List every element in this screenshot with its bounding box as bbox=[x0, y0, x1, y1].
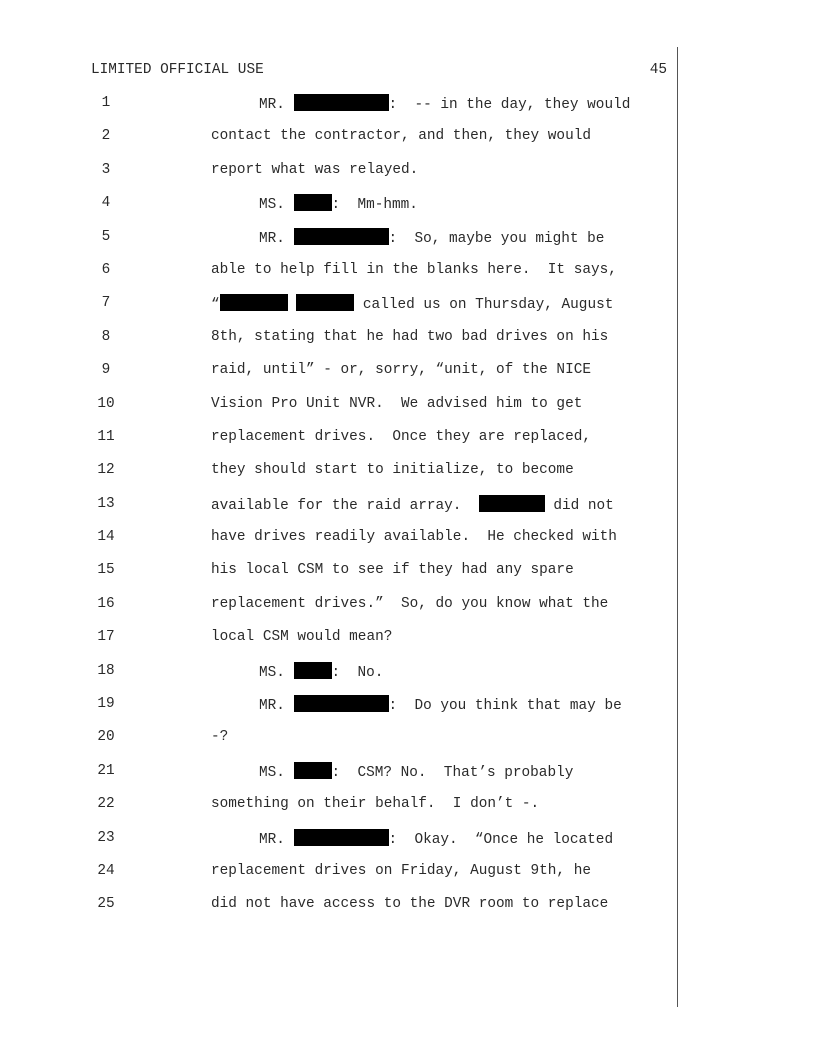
transcript-body bbox=[0, 94, 676, 929]
line-number: 25 bbox=[97, 896, 115, 913]
transcript-line bbox=[0, 428, 676, 461]
line-text-rest: called us on Thursday, August bbox=[354, 297, 614, 314]
line-text bbox=[259, 829, 613, 849]
redaction-box bbox=[479, 495, 545, 512]
line-text-rest: : Do you think that may be bbox=[388, 698, 622, 715]
line-text: 8th, stating that he had two bad drives on his bbox=[211, 328, 609, 345]
line-number: 7 bbox=[101, 295, 111, 312]
transcript-line bbox=[0, 829, 676, 862]
transcript-line bbox=[0, 862, 676, 895]
transcript-line bbox=[0, 795, 676, 828]
line-text: report what was relayed. bbox=[211, 161, 419, 178]
line-text-rest: : No. bbox=[331, 664, 384, 681]
transcript-line bbox=[0, 628, 676, 661]
line-text: -? bbox=[211, 729, 229, 746]
line-text: Vision Pro Unit NVR. We advised him to get bbox=[211, 395, 583, 412]
line-text: raid, until” - or, sorry, “unit, of the NICE bbox=[211, 362, 591, 379]
line-number: 8 bbox=[101, 328, 111, 345]
line-number: 24 bbox=[97, 862, 115, 879]
transcript-line bbox=[0, 361, 676, 394]
line-text bbox=[259, 94, 630, 114]
redaction-box bbox=[220, 294, 288, 311]
line-number: 9 bbox=[101, 362, 111, 379]
line-number: 12 bbox=[97, 462, 115, 479]
line-number: 10 bbox=[97, 395, 115, 412]
line-number: 17 bbox=[97, 629, 115, 646]
classification-header: LIMITED OFFICIAL USE bbox=[91, 62, 264, 78]
line-text bbox=[211, 495, 614, 515]
line-text: contact the contractor, and then, they would bbox=[211, 128, 591, 145]
line-text: they should start to initialize, to become bbox=[211, 462, 574, 479]
line-number: 22 bbox=[97, 796, 115, 813]
line-text bbox=[259, 228, 604, 248]
transcript-line bbox=[0, 294, 676, 327]
line-number: 15 bbox=[97, 562, 115, 579]
speaker-prefix: MR. bbox=[259, 97, 294, 113]
redaction-box bbox=[294, 762, 332, 779]
line-text: his local CSM to see if they had any spare bbox=[211, 562, 574, 579]
transcript-line bbox=[0, 194, 676, 227]
transcript-line bbox=[0, 395, 676, 428]
line-number: 2 bbox=[101, 128, 111, 145]
line-text bbox=[211, 294, 613, 314]
transcript-line bbox=[0, 127, 676, 160]
line-text-rest: : Mm-hmm. bbox=[331, 197, 418, 214]
line-text-rest: : CSM? No. That’s probably bbox=[331, 764, 574, 781]
line-number: 23 bbox=[97, 829, 115, 846]
line-text: replacement drives on Friday, August 9th, he bbox=[211, 862, 591, 879]
speaker-prefix: MR. bbox=[259, 698, 294, 715]
redaction-box bbox=[294, 94, 389, 111]
line-text-start: available for the raid array. bbox=[211, 497, 479, 514]
line-number: 19 bbox=[97, 696, 115, 713]
transcript-line bbox=[0, 595, 676, 628]
transcript-line bbox=[0, 728, 676, 761]
line-number: 20 bbox=[97, 729, 115, 746]
open-quote: “ bbox=[211, 297, 220, 314]
speaker-prefix: MR. bbox=[259, 831, 294, 848]
line-text-rest: : So, maybe you might be bbox=[388, 230, 605, 247]
transcript-line bbox=[0, 461, 676, 494]
line-number: 5 bbox=[101, 228, 111, 245]
speaker-prefix: MS. bbox=[259, 664, 294, 681]
transcript-line bbox=[0, 94, 676, 127]
line-number: 6 bbox=[101, 261, 111, 278]
redaction-box bbox=[294, 695, 389, 712]
right-margin-rule bbox=[677, 47, 678, 1007]
line-number: 14 bbox=[97, 529, 115, 546]
redaction-box bbox=[294, 194, 332, 211]
transcript-line bbox=[0, 328, 676, 361]
line-number: 13 bbox=[97, 495, 115, 512]
page-number: 45 bbox=[649, 62, 667, 78]
line-text-rest: : Okay. “Once he located bbox=[388, 831, 614, 848]
transcript-line bbox=[0, 762, 676, 795]
line-number: 3 bbox=[101, 161, 111, 178]
line-text-rest: : -- in the day, they would bbox=[388, 97, 631, 113]
line-text: able to help fill in the blanks here. It says, bbox=[211, 261, 617, 278]
line-number: 11 bbox=[97, 428, 115, 445]
transcript-line bbox=[0, 662, 676, 695]
line-text: replacement drives.” So, do you know what the bbox=[211, 595, 609, 612]
transcript-line bbox=[0, 895, 676, 928]
transcript-line bbox=[0, 261, 676, 294]
speaker-prefix: MS. bbox=[259, 197, 294, 214]
line-text: something on their behalf. I don’t -. bbox=[211, 796, 540, 813]
line-number: 1 bbox=[101, 95, 111, 111]
redaction-box bbox=[296, 294, 354, 311]
line-text bbox=[259, 762, 573, 782]
line-number: 4 bbox=[101, 195, 111, 212]
line-text bbox=[259, 695, 622, 715]
line-text: have drives readily available. He checked with bbox=[211, 529, 617, 546]
transcript-line bbox=[0, 228, 676, 261]
line-text: did not have access to the DVR room to replace bbox=[211, 896, 609, 913]
transcript-line bbox=[0, 495, 676, 528]
speaker-prefix: MR. bbox=[259, 230, 294, 247]
redaction-box bbox=[294, 829, 389, 846]
redaction-box bbox=[294, 228, 389, 245]
line-text bbox=[259, 662, 383, 682]
line-text bbox=[259, 194, 418, 214]
speaker-prefix: MS. bbox=[259, 764, 294, 781]
transcript-line bbox=[0, 695, 676, 728]
line-text: local CSM would mean? bbox=[211, 629, 393, 646]
line-number: 18 bbox=[97, 662, 115, 679]
redaction-box bbox=[294, 662, 332, 679]
line-text: replacement drives. Once they are replaced, bbox=[211, 428, 591, 445]
transcript-line bbox=[0, 561, 676, 594]
line-number: 21 bbox=[97, 762, 115, 779]
line-number: 16 bbox=[97, 595, 115, 612]
line-text-rest: did not bbox=[544, 497, 614, 514]
transcript-line bbox=[0, 161, 676, 194]
transcript-line bbox=[0, 528, 676, 561]
